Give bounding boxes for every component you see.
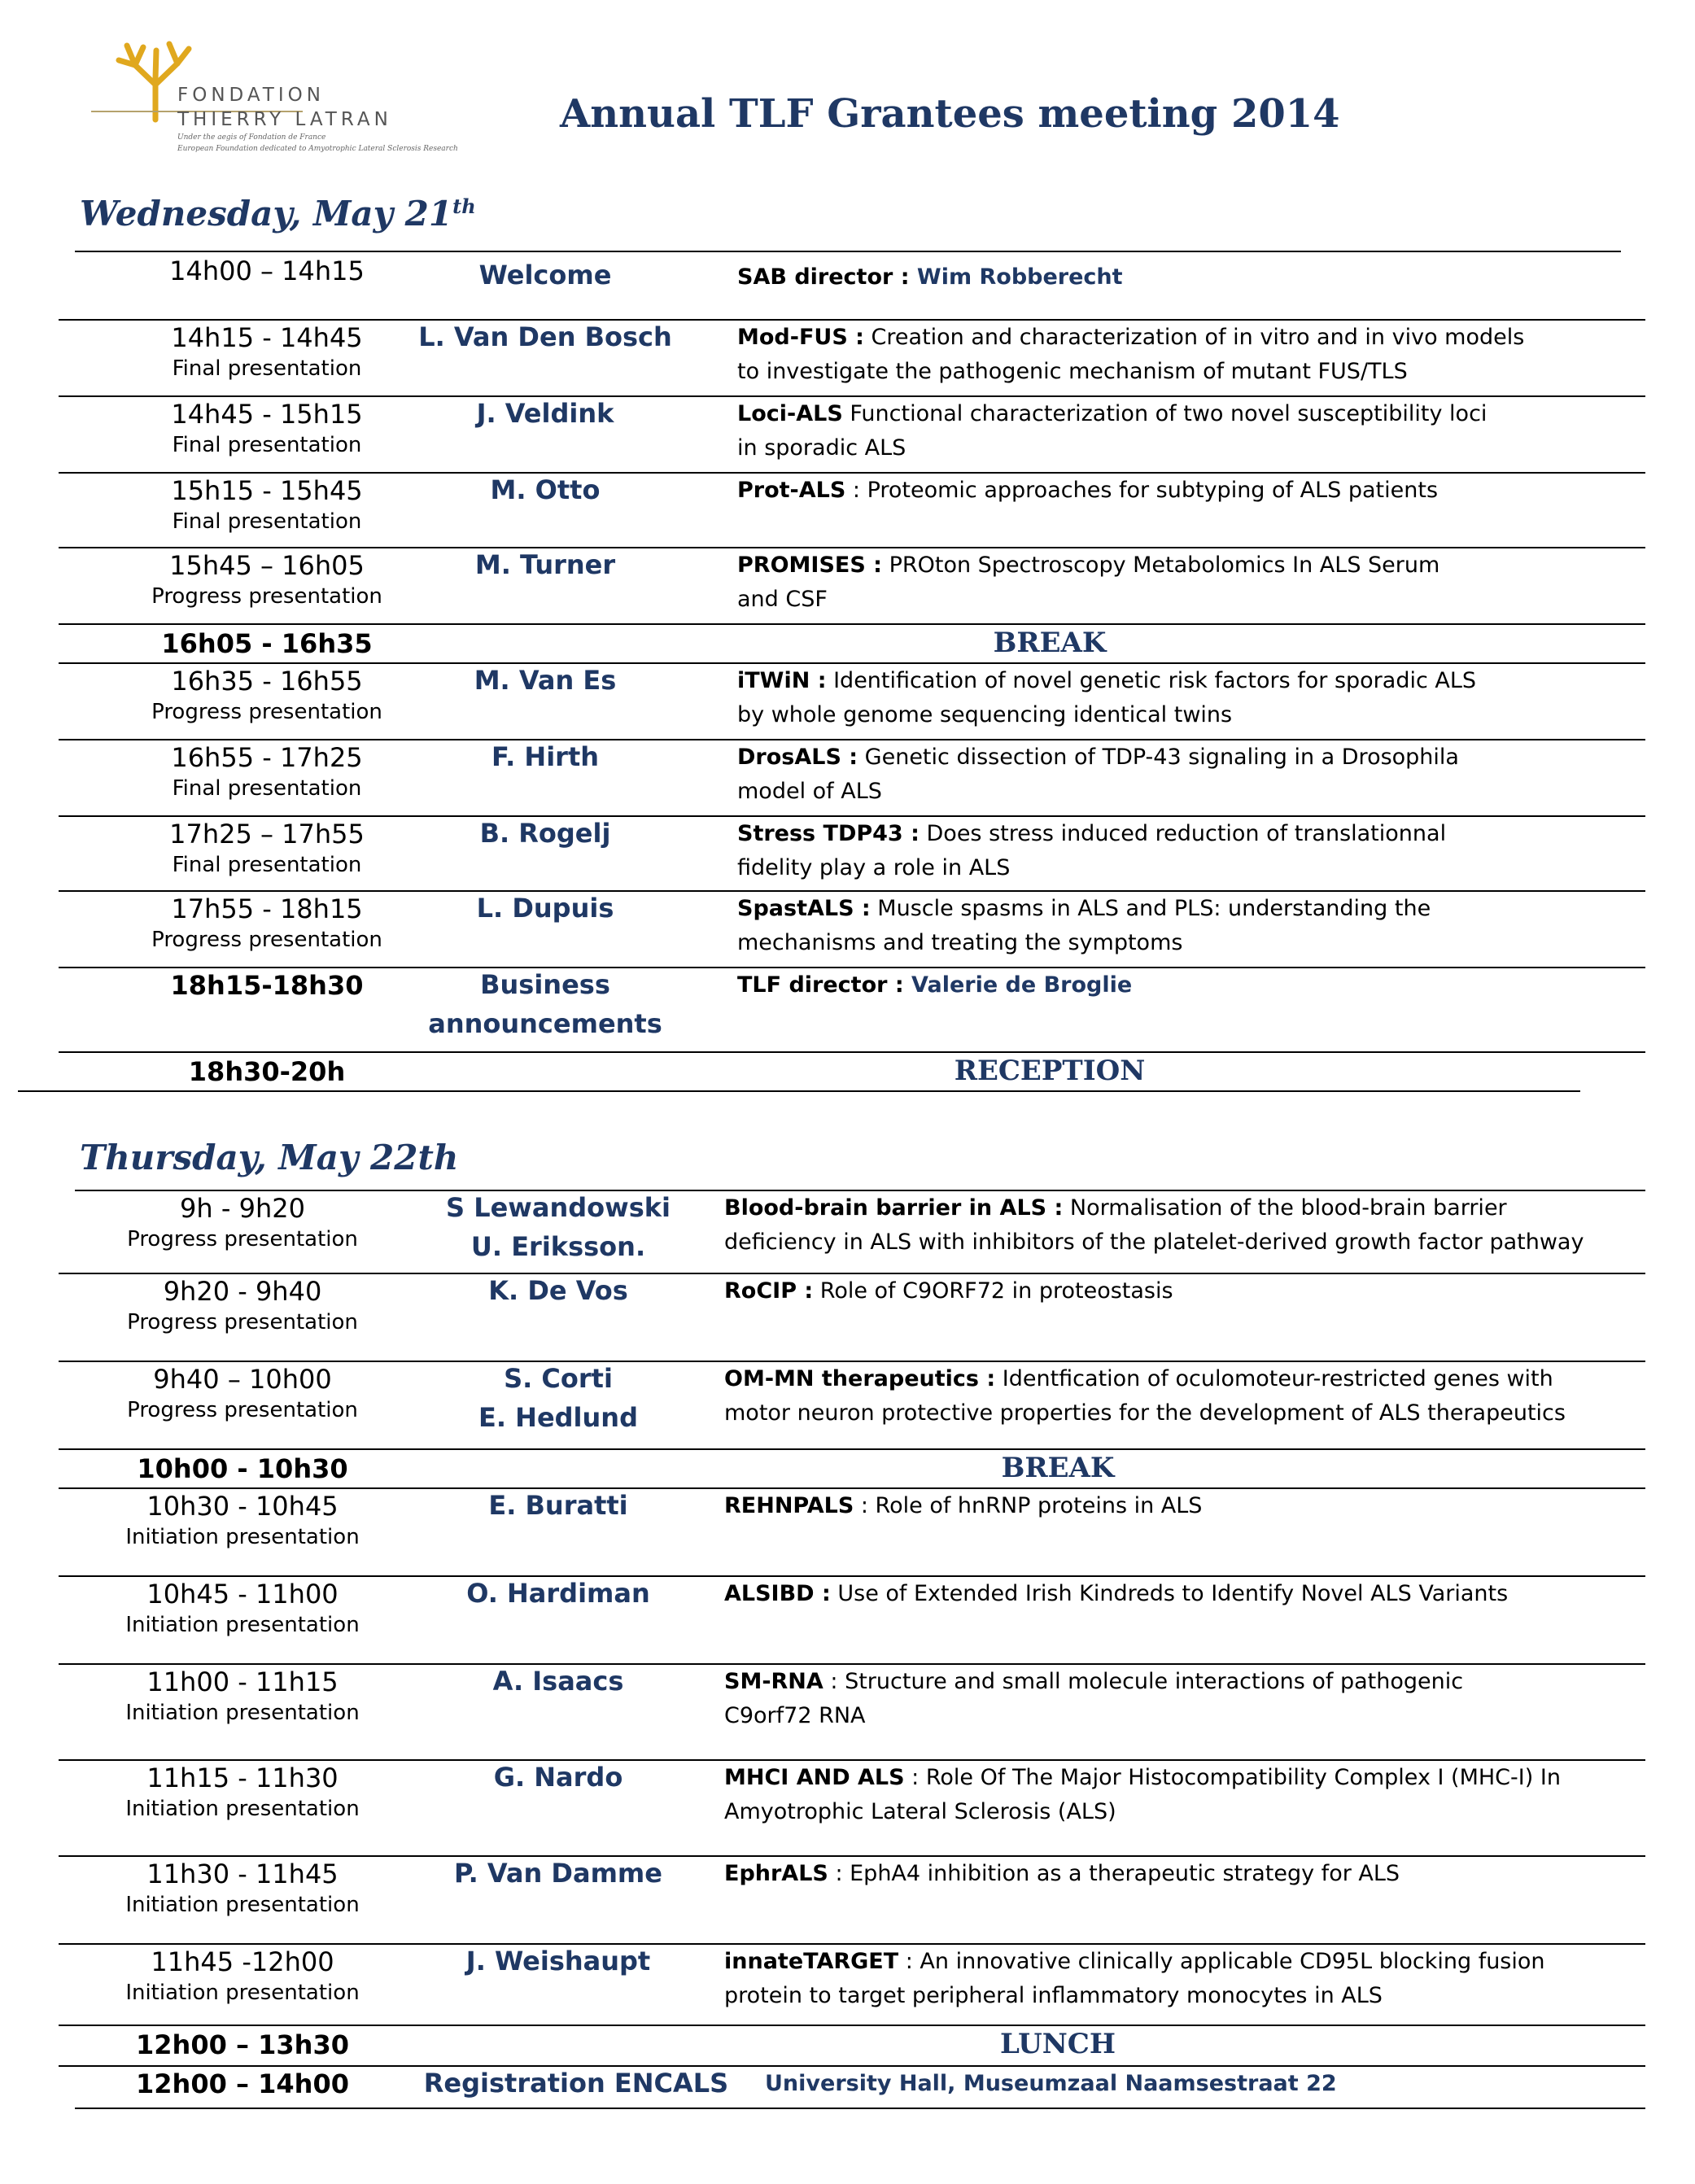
highlight-name: University Hall, Museumzaal Naamsestraat 22 bbox=[765, 2071, 1337, 2096]
presentation-type: Progress presentation bbox=[127, 1227, 358, 1251]
speaker-name: A. Isaacs bbox=[492, 1666, 624, 1697]
speaker-name-2: E. Hedlund bbox=[478, 1402, 638, 1433]
speaker-name: J. Weishaupt bbox=[465, 1946, 651, 1977]
divider bbox=[59, 1448, 1645, 1450]
session-description: iTWiN : Identification of novel genetic risk factors for sporadic ALS by whole genome sequencing identical twins bbox=[737, 668, 1477, 727]
presentation-type: Progress presentation bbox=[151, 928, 382, 952]
time-slot: 17h55 - 18h15 bbox=[171, 893, 363, 924]
speaker-name: M. Turner bbox=[474, 549, 616, 580]
logo-text-fondation: FONDATION bbox=[177, 85, 325, 106]
speaker-name: F. Hirth bbox=[491, 741, 600, 772]
presentation-type: Initiation presentation bbox=[125, 1613, 360, 1637]
project-name: Stress TDP43 : bbox=[737, 821, 920, 846]
session-description: REHNPALS : Role of hnRNP proteins in ALS bbox=[724, 1493, 1203, 1518]
session-description: Mod-FUS : Creation and characterization of in vitro and in vivo models to investigate the pathogenic mechanism of mutant FUS/TLS bbox=[737, 325, 1525, 384]
presentation-type: Progress presentation bbox=[151, 584, 382, 609]
speaker-name: Registration ENCALS bbox=[423, 2068, 729, 2099]
presentation-type: Final presentation bbox=[172, 433, 362, 457]
divider bbox=[59, 623, 1645, 625]
project-name: SpastALS : bbox=[737, 896, 871, 921]
speaker-name: B. Rogelj bbox=[479, 818, 611, 849]
time-slot: 15h45 – 16h05 bbox=[169, 550, 365, 581]
presentation-type: Initiation presentation bbox=[125, 1893, 360, 1917]
divider bbox=[18, 1090, 1580, 1092]
project-name: PROMISES : bbox=[737, 553, 882, 578]
foundation-logo bbox=[88, 33, 458, 163]
presentation-type: Final presentation bbox=[172, 509, 362, 534]
project-name: OM-MN therapeutics : bbox=[724, 1366, 996, 1391]
speaker-name: L. Van Den Bosch bbox=[418, 321, 672, 352]
logo-tagline: Under the aegis of Fondation de France bbox=[177, 133, 326, 142]
session-description: EphrALS : EphA4 inhibition as a therapeutic strategy for ALS bbox=[724, 1861, 1400, 1886]
presentation-type: Final presentation bbox=[172, 356, 362, 381]
project-name: MHCI AND ALS bbox=[724, 1765, 905, 1790]
presentation-type: Progress presentation bbox=[151, 700, 382, 724]
speaker-name: J. Veldink bbox=[476, 398, 614, 429]
presentation-type: Initiation presentation bbox=[125, 1981, 360, 2005]
presentation-type: Initiation presentation bbox=[125, 1525, 360, 1549]
divider bbox=[75, 251, 1621, 252]
break-label: BREAK bbox=[1001, 1452, 1115, 1484]
presentation-type: Initiation presentation bbox=[125, 1797, 360, 1821]
speaker-name: L. Dupuis bbox=[476, 893, 614, 924]
time-slot: 10h45 - 11h00 bbox=[146, 1579, 339, 1610]
project-name: TLF director : bbox=[737, 972, 904, 998]
session-description: Loci-ALS Functional characterization of two novel susceptibility loci in sporadic ALS bbox=[737, 401, 1487, 461]
session-description: DrosALS : Genetic dissection of TDP-43 signaling in a Drosophila model of ALS bbox=[737, 745, 1459, 804]
project-name: RoCIP : bbox=[724, 1278, 814, 1304]
presentation-type: Final presentation bbox=[172, 853, 362, 877]
project-name: iTWiN : bbox=[737, 668, 827, 693]
speaker-name: S Lewandowski bbox=[446, 1192, 671, 1223]
project-name: REHNPALS bbox=[724, 1493, 854, 1518]
time-slot: 15h15 - 15h45 bbox=[171, 475, 363, 506]
speaker-name: M. Van Es bbox=[474, 665, 617, 696]
speaker-name: Welcome bbox=[478, 260, 612, 290]
speaker-name: P. Van Damme bbox=[454, 1858, 662, 1889]
time-slot: 17h25 – 17h55 bbox=[169, 819, 365, 850]
divider bbox=[75, 2108, 1645, 2109]
break-label: BREAK bbox=[993, 627, 1107, 659]
project-name: EphrALS bbox=[724, 1861, 828, 1886]
time-slot: 10h00 - 10h30 bbox=[137, 1453, 348, 1484]
project-name: SM-RNA bbox=[724, 1669, 823, 1694]
session-description: ALSIBD : Use of Extended Irish Kindreds to Identify Novel ALS Variants bbox=[724, 1581, 1509, 1606]
break-label: RECEPTION bbox=[954, 1055, 1146, 1087]
time-slot: 9h20 - 9h40 bbox=[163, 1276, 322, 1307]
session-description: OM-MN therapeutics : Identfication of oculomoteur-restricted genes with motor neuron protective properties for the development of ALS therapeutics bbox=[724, 1366, 1566, 1426]
project-name: Blood-brain barrier in ALS : bbox=[724, 1195, 1064, 1221]
session-description: Stress TDP43 : Does stress induced reduction of translationnal fidelity play a role in ALS bbox=[737, 821, 1447, 880]
project-name: SAB director : bbox=[737, 264, 910, 290]
session-description bbox=[765, 2067, 1337, 2101]
time-slot: 9h40 – 10h00 bbox=[153, 1364, 332, 1395]
session-description: Prot-ALS : Proteomic approaches for subtyping of ALS patients bbox=[737, 478, 1439, 503]
speaker-name: K. De Vos bbox=[488, 1275, 628, 1306]
presentation-type: Initiation presentation bbox=[125, 1701, 360, 1725]
break-label: LUNCH bbox=[1000, 2028, 1116, 2060]
presentation-type: Progress presentation bbox=[127, 1398, 358, 1422]
speaker-name: S. Corti bbox=[504, 1363, 613, 1394]
speaker-name-2: U. Eriksson. bbox=[470, 1231, 646, 1262]
time-slot: 12h00 – 13h30 bbox=[136, 2029, 349, 2060]
speaker-name: M. Otto bbox=[490, 474, 601, 505]
time-slot: 14h15 - 14h45 bbox=[171, 322, 363, 353]
time-slot: 10h30 - 10h45 bbox=[146, 1491, 339, 1522]
time-slot: 11h15 - 11h30 bbox=[146, 1762, 339, 1793]
time-slot: 11h45 -12h00 bbox=[151, 1946, 334, 1977]
session-description bbox=[737, 968, 1132, 1002]
time-slot: 11h30 - 11h45 bbox=[146, 1859, 339, 1889]
highlight-name: Wim Robberecht bbox=[909, 264, 1123, 290]
presentation-type: Progress presentation bbox=[127, 1310, 358, 1334]
session-description: Blood-brain barrier in ALS : Normalisation of the blood-brain barrier deficiency in ALS with inhibitors of the platelet-derived growth factor pathway bbox=[724, 1195, 1584, 1255]
divider bbox=[59, 2025, 1645, 2026]
speaker-name: Business bbox=[480, 969, 610, 1000]
day-heading-wednesday: Wednesday, May 21th bbox=[80, 194, 476, 234]
time-slot: 16h35 - 16h55 bbox=[171, 666, 363, 697]
presentation-type: Final presentation bbox=[172, 776, 362, 801]
time-slot: 18h30-20h bbox=[188, 1056, 346, 1087]
speaker-name-2: announcements bbox=[428, 1008, 662, 1039]
session-description: innateTARGET : An innovative clinically applicable CD95L blocking fusion protein to target peripheral inflammatory monocytes in ALS bbox=[724, 1949, 1545, 2008]
speaker-name: G. Nardo bbox=[493, 1762, 623, 1793]
session-description bbox=[737, 260, 1123, 295]
day-heading-thursday: Thursday, May 22th bbox=[80, 1138, 459, 1177]
session-description: SpastALS : Muscle spasms in ALS and PLS: understanding the mechanisms and treating the symptoms bbox=[737, 896, 1431, 955]
session-description: SM-RNA : Structure and small molecule interactions of pathogenic C9orf72 RNA bbox=[724, 1669, 1464, 1728]
divider bbox=[59, 1051, 1645, 1053]
project-name: Mod-FUS : bbox=[737, 325, 864, 350]
session-description: MHCI AND ALS : Role Of The Major Histocompatibility Complex I (MHC-I) In Amyotrophic Lateral Sclerosis (ALS) bbox=[724, 1765, 1561, 1824]
page-title: Annual TLF Grantees meeting 2014 bbox=[560, 91, 1340, 137]
logo-tagline-2: European Foundation dedicated to Amyotrophic Lateral Sclerosis Research bbox=[177, 145, 458, 153]
time-slot: 16h55 - 17h25 bbox=[171, 742, 363, 773]
project-name: innateTARGET bbox=[724, 1949, 899, 1974]
session-description: RoCIP : Role of C9ORF72 in proteostasis bbox=[724, 1278, 1173, 1304]
time-slot: 18h15-18h30 bbox=[170, 970, 364, 1001]
time-slot: 14h45 - 15h15 bbox=[171, 399, 363, 430]
time-slot: 16h05 - 16h35 bbox=[161, 628, 373, 659]
project-name: Prot-ALS bbox=[737, 478, 846, 503]
logo-text-thierry-latran: THIERRY LATRAN bbox=[177, 109, 392, 130]
speaker-name: E. Buratti bbox=[488, 1490, 628, 1521]
project-name: ALSIBD : bbox=[724, 1581, 831, 1606]
speaker-name: O. Hardiman bbox=[466, 1578, 650, 1609]
time-slot: 12h00 – 14h00 bbox=[136, 2068, 349, 2099]
time-slot: 9h - 9h20 bbox=[180, 1193, 305, 1224]
time-slot: 11h00 - 11h15 bbox=[146, 1666, 339, 1697]
project-name: Loci-ALS bbox=[737, 401, 843, 426]
highlight-name: Valerie de Broglie bbox=[903, 972, 1133, 998]
time-slot: 14h00 – 14h15 bbox=[169, 256, 365, 286]
session-description: PROMISES : PROton Spectroscopy Metabolomics In ALS Serum and CSF bbox=[737, 553, 1440, 612]
project-name: DrosALS : bbox=[737, 745, 858, 770]
